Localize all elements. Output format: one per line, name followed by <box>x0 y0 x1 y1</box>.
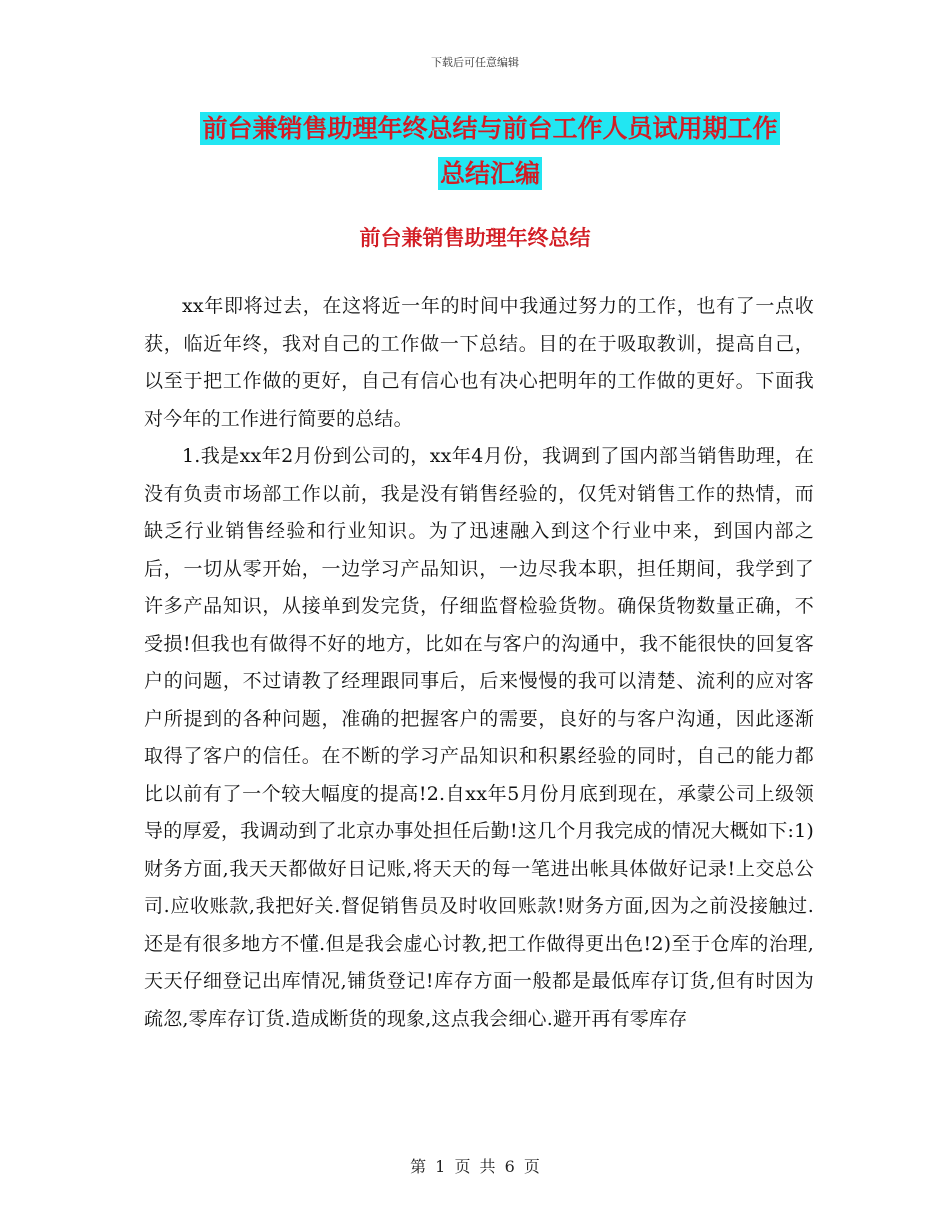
body-text <box>144 288 814 1038</box>
main-title-text-2: 总结汇编 <box>439 159 540 188</box>
paragraph-2: 1.我是xx年2月份到公司的，xx年4月份，我调到了国内部当销售助理，在没有负责市场部工作以前，我是没有销售经验的，仅凭对销售工作的热情，而缺乏行业销售经验和行业知识。为了迅速融入到这个行业中来，到国内部之后，一切从零开始，一边学习产品知识，一边尽我本职，担任期间，我学到了许多产品知识，从接单到发完货，仔细监督检验货物。确保货物数量正确，不受损!但我也有做得不好的地方，比如在与客户的沟通中，我不能很快的回复客户的问题，不过请教了经理跟同事后，后来慢慢的我可以清楚、流利的应对客户所提到的各种问题，准确的把握客户的需要，良好的与客户沟通，因此逐渐取得了客户的信任。在不断的学习产品知识和积累经验的同时，自己的能力都比以前有了一个较大幅度的提高!2.自xx年5月份月底到现在，承蒙公司上级领导的厚爱，我调动到了北京办事处担任后勤!这几个月我完成的情况大概如下:1)财务方面,我天天都做好日记账,将天天的每一笔进出帐具体做好记录!上交总公司.应收账款,我把好关.督促销售员及时收回账款!财务方面,因为之前没接触过.还是有很多地方不懂.但是我会虚心讨教,把工作做得更出色!2)至于仓库的治理,天天仔细登记出库情况,铺货登记!库存方面一般都是最低库存订货,但有时因为疏忽,零库存订货.造成断货的现象,这点我会细心.避开再有零库存 <box>144 445 814 1030</box>
main-title-line-2 <box>140 152 840 196</box>
page-footer: 第 1 页 共 6 页 <box>410 1157 540 1176</box>
paragraph-1: xx年即将过去，在这将近一年的时间中我通过努力的工作，也有了一点收获，临近年终，我对自己的工作做一下总结。目的在于吸取教训，提高自己，以至于把工作做的更好，自己有信心也有决心把明年的工作做的更好。下面我对今年的工作进行简要的总结。 <box>144 295 814 430</box>
section-title: 前台兼销售助理年终总结 <box>359 226 591 250</box>
main-title-line-1 <box>140 107 840 151</box>
header-note: 下载后可任意编辑 <box>431 56 519 69</box>
main-title-text-1: 前台兼销售助理年终总结与前台工作人员试用期工作 <box>202 114 778 143</box>
